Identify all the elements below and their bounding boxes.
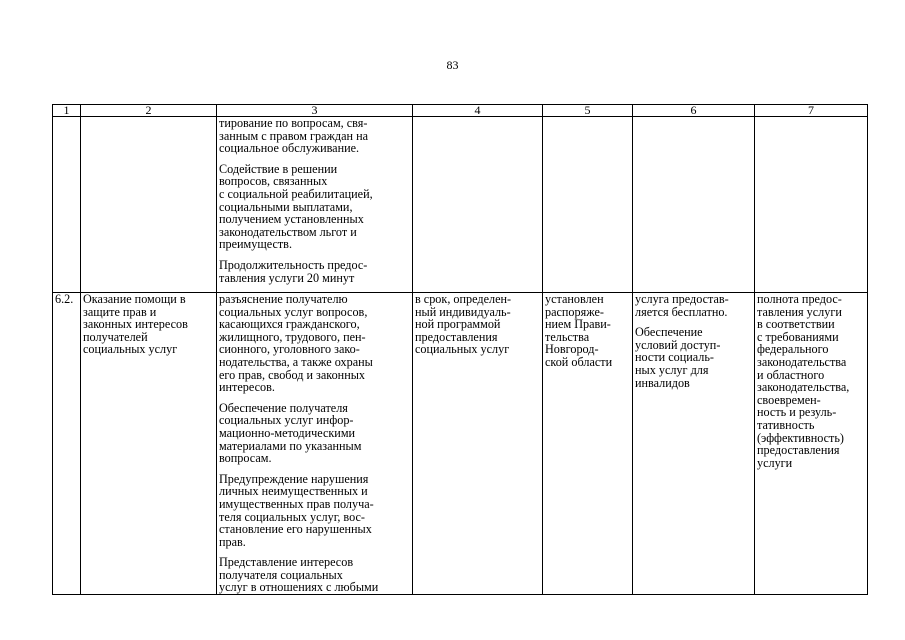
service-tariff: установлен распоряже- нием Прави- тельства Новгород- ской области [543,293,633,595]
column-number: 2 [81,105,217,117]
description-paragraph: Содействие в решении вопросов, связанных с социальной реабилитацией, социальными выплатами, получением установленных законодательством льгот и преимуществ. [219,161,373,252]
cell-empty [413,117,543,293]
description-paragraph: тирование по вопросам, свя- занным с правом граждан на социальное обслуживание. [219,116,369,156]
conditions-paragraph: Обеспечение условий доступ- ности социаль- ных услуг для инвалидов [635,325,721,390]
column-number-row [53,105,868,117]
cell-empty [633,117,755,293]
page-number: 83 [446,58,459,72]
service-number: 6.2. [53,293,81,595]
description-paragraph: Представление интересов получателя социальных услуг в отношениях с любыми [219,555,379,595]
service-conditions-cell [633,293,755,595]
conditions-paragraph: услуга предостав- ляется бесплатно. [635,292,729,319]
service-name: Оказание помощи в защите прав и законных интересов получателей социальных услуг [81,293,217,595]
cell-empty [755,117,868,293]
description-paragraph: Обеспечение получателя социальных услуг инфор- мационно-методическими материалами по указанным вопросам. [219,400,362,466]
description-paragraph: Продолжительность предос- тавления услуги 20 минут [219,257,368,285]
column-number: 3 [217,105,413,117]
service-quality: полнота предос- тавления услуги в соответствии с требованиями федерального законодательства и областного законодательства, своевремен- ность и резуль- тативность (эффективность) предоставления услуги [755,293,868,595]
column-number: 7 [755,105,868,117]
column-number: 4 [413,105,543,117]
cell-empty [53,117,81,293]
service-description-cell [217,293,413,595]
column-number: 1 [53,105,81,117]
continuation-row [53,117,868,293]
continuation-description-cell [217,117,413,293]
service-row-6-2 [53,293,868,595]
service-term: в срок, определен- ный индивидуаль- ной программой предоставления социальных услуг [413,293,543,595]
description-paragraph: разъяснение получателю социальных услуг вопросов, касающихся гражданского, жилищного, трудового, пен- сионного, уголовного зако- нодательства, а также охраны его прав, свобод и законных интересов. [219,292,373,395]
description-paragraph: Предупреждение нарушения личных неимущественных и имущественных прав получа- теля социальных услуг, вос- становление его нарушенных прав. [219,471,374,549]
cell-empty [543,117,633,293]
cell-empty [81,117,217,293]
services-table [52,104,868,595]
column-number: 5 [543,105,633,117]
column-number: 6 [633,105,755,117]
